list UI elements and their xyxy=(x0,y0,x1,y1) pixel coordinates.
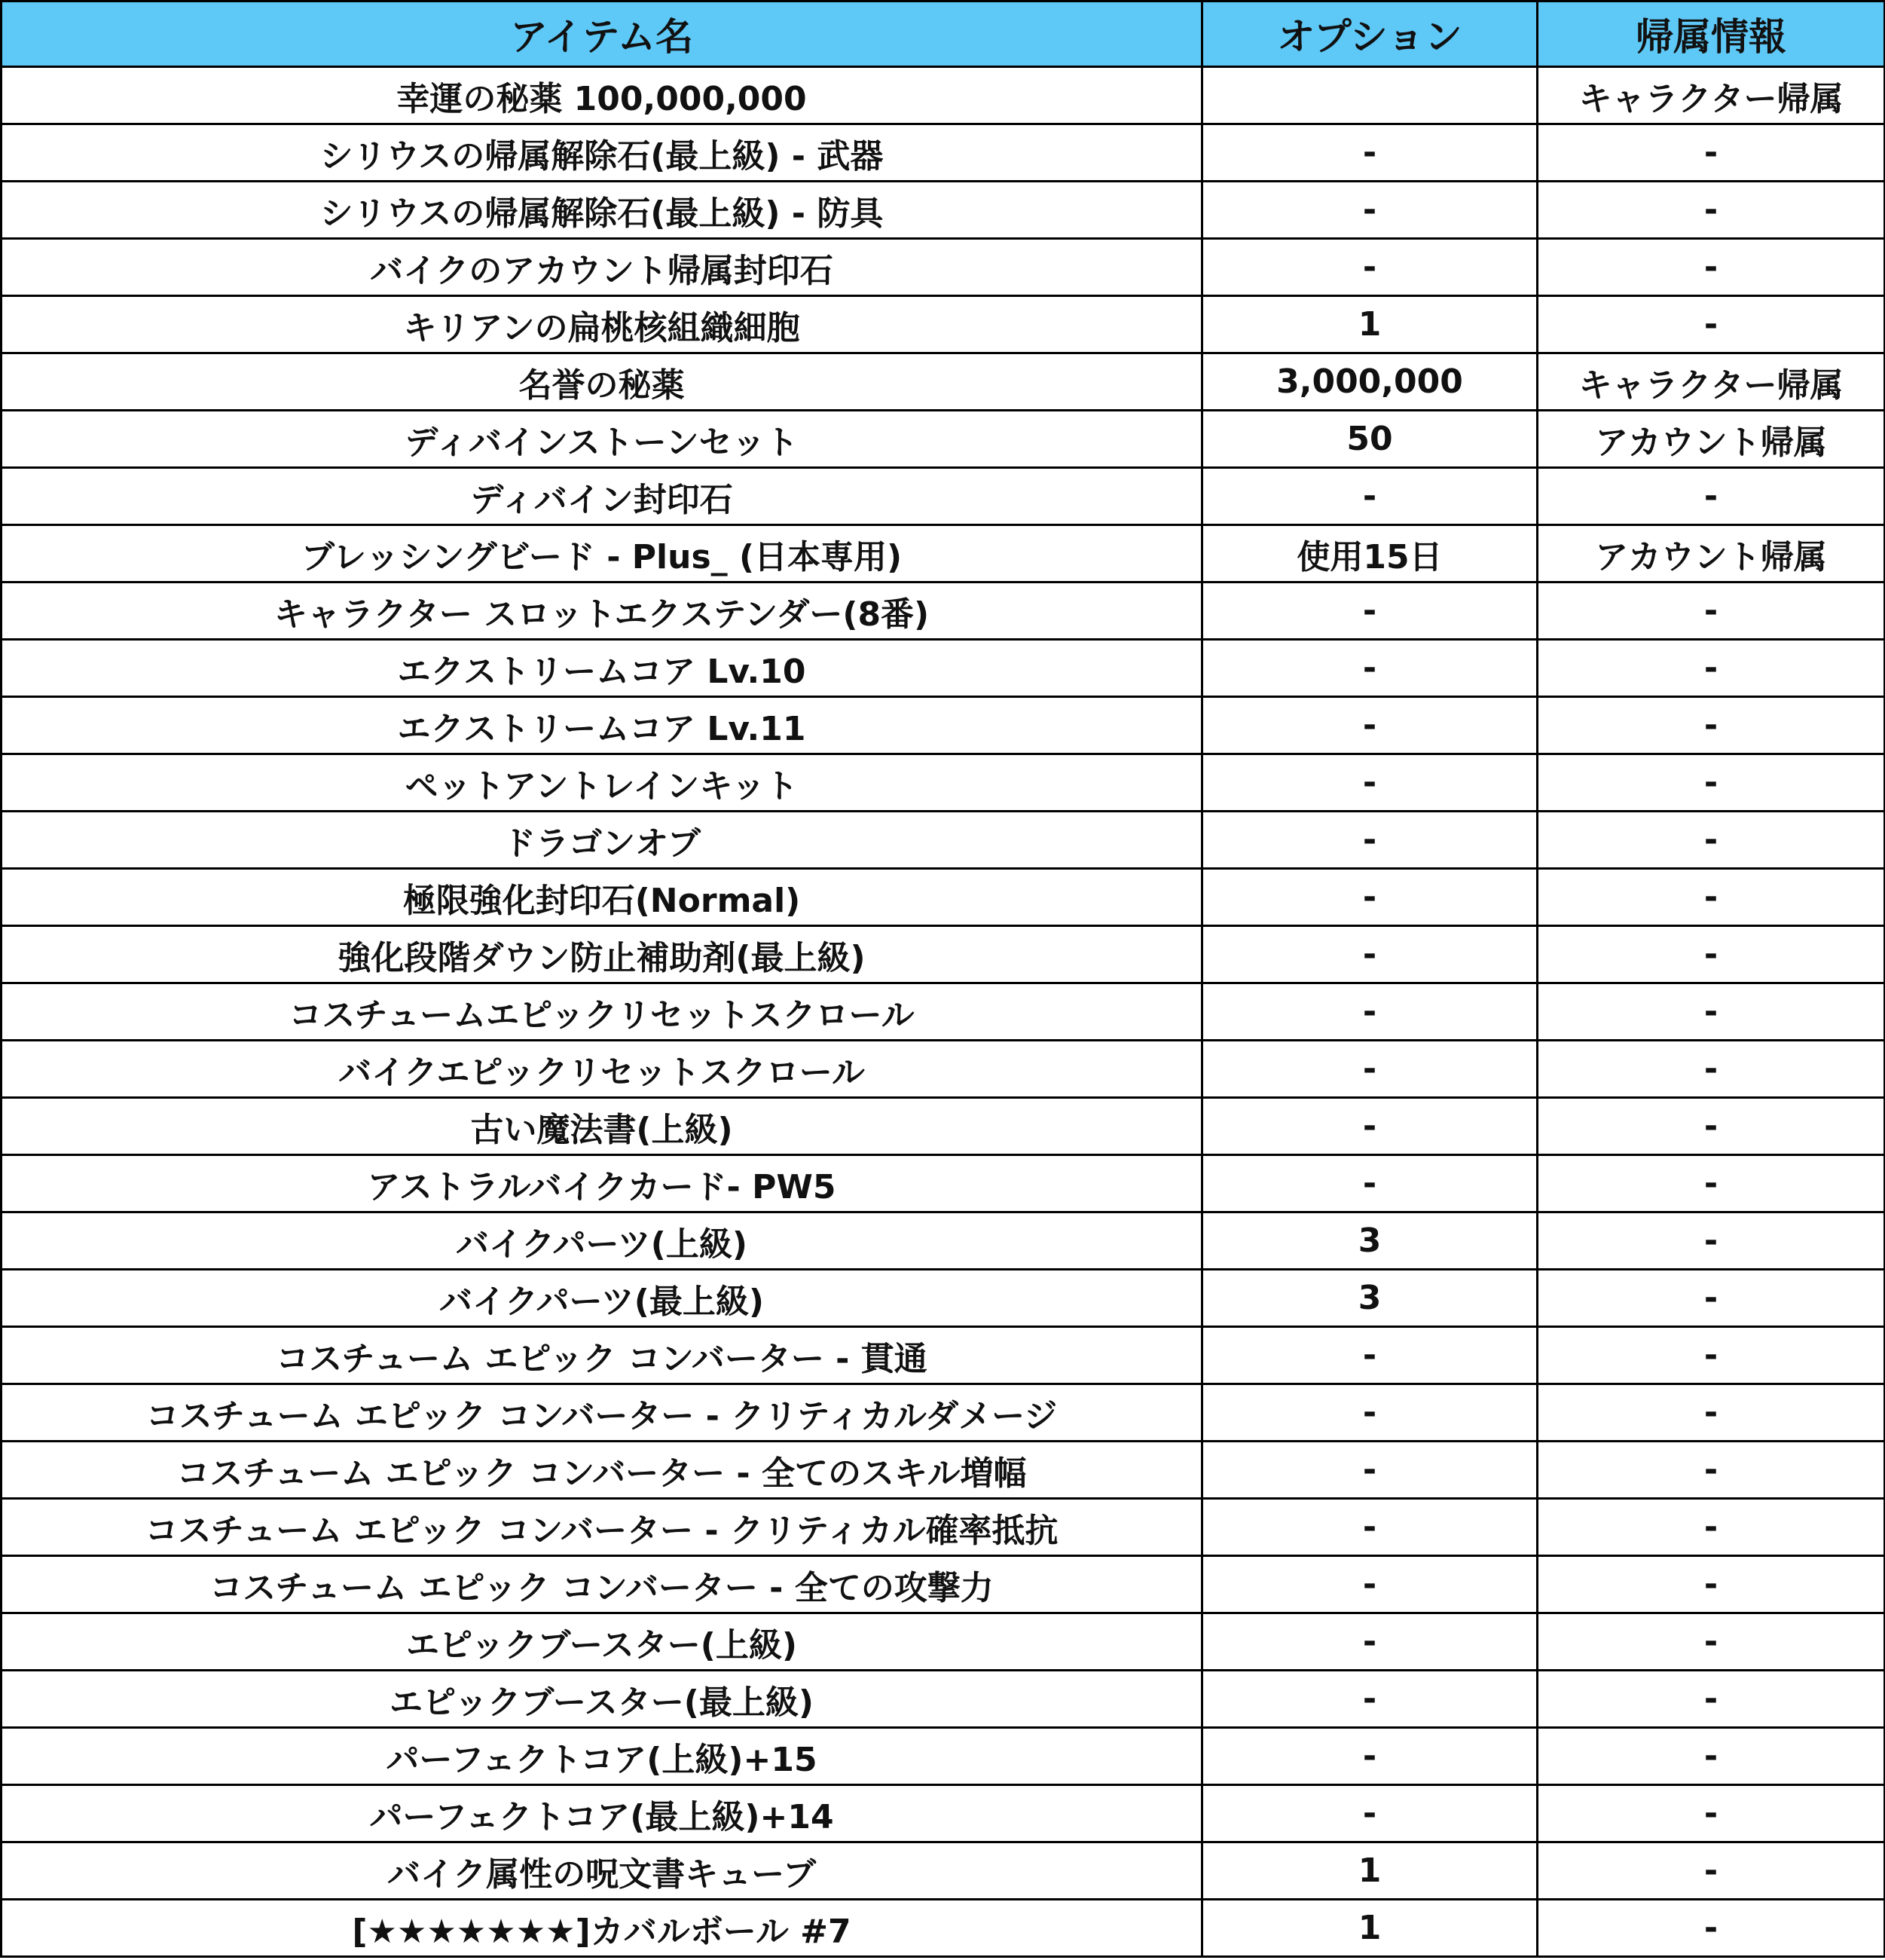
item-name-cell: 強化段階ダウン防止補助剤(最上級) xyxy=(2,926,1202,983)
table-row xyxy=(2,67,1885,124)
option-cell: - xyxy=(1202,869,1538,926)
table-row xyxy=(2,1900,1885,1957)
binding-info-cell: - xyxy=(1538,1671,1885,1728)
table-body xyxy=(2,67,1885,1957)
binding-info-cell: - xyxy=(1538,926,1885,983)
binding-info-cell: キャラクター帰属 xyxy=(1538,67,1885,124)
binding-info-cell: - xyxy=(1538,296,1885,353)
item-name-cell: コスチューム エピック コンバーター - 貫通 xyxy=(2,1327,1202,1384)
table-row xyxy=(2,1212,1885,1270)
binding-info-cell: - xyxy=(1538,182,1885,239)
table-row xyxy=(2,869,1885,926)
item-name-cell: バイクパーツ(上級) xyxy=(2,1212,1202,1270)
option-cell: - xyxy=(1202,1671,1538,1728)
binding-info-cell: - xyxy=(1538,1270,1885,1327)
binding-info-cell: - xyxy=(1538,1499,1885,1556)
binding-info-cell: - xyxy=(1538,582,1885,640)
option-cell: - xyxy=(1202,239,1538,296)
binding-info-cell: - xyxy=(1538,124,1885,182)
item-name-cell: コスチューム エピック コンバーター - 全ての攻撃力 xyxy=(2,1556,1202,1613)
option-cell: - xyxy=(1202,1613,1538,1671)
binding-info-cell: アカウント帰属 xyxy=(1538,525,1885,582)
option-cell: - xyxy=(1202,640,1538,697)
table-row xyxy=(2,926,1885,983)
item-name-cell: ブレッシングビード - Plus_ (日本専用) xyxy=(2,525,1202,582)
option-cell: - xyxy=(1202,468,1538,525)
option-cell: - xyxy=(1202,1728,1538,1785)
binding-info-cell: - xyxy=(1538,1613,1885,1671)
table-row xyxy=(2,812,1885,869)
table-row xyxy=(2,239,1885,296)
binding-info-cell: - xyxy=(1538,812,1885,869)
binding-info-cell: アカウント帰属 xyxy=(1538,411,1885,468)
item-name-cell: コスチュームエピックリセットスクロール xyxy=(2,983,1202,1041)
item-name-cell: キリアンの扁桃核組織細胞 xyxy=(2,296,1202,353)
table-row xyxy=(2,1384,1885,1442)
item-name-cell: コスチューム エピック コンバーター - クリティカル確率抵抗 xyxy=(2,1499,1202,1556)
option-cell: - xyxy=(1202,124,1538,182)
table-row xyxy=(2,1499,1885,1556)
table-row xyxy=(2,582,1885,640)
binding-info-cell: - xyxy=(1538,697,1885,754)
option-cell: - xyxy=(1202,1499,1538,1556)
table-row xyxy=(2,182,1885,239)
option-cell: - xyxy=(1202,983,1538,1041)
option-cell xyxy=(1202,67,1538,124)
binding-info-cell: - xyxy=(1538,1212,1885,1270)
item-name-cell: ディバインストーンセット xyxy=(2,411,1202,468)
binding-info-cell: - xyxy=(1538,1785,1885,1842)
binding-info-cell: - xyxy=(1538,1041,1885,1098)
option-cell: - xyxy=(1202,1556,1538,1613)
item-name-cell: パーフェクトコア(最上級)+14 xyxy=(2,1785,1202,1842)
table-row xyxy=(2,296,1885,353)
table-row xyxy=(2,1671,1885,1728)
item-name-cell: アストラルバイクカード- PW5 xyxy=(2,1155,1202,1212)
item-name-cell: ドラゴンオブ xyxy=(2,812,1202,869)
table-row xyxy=(2,353,1885,411)
table-header xyxy=(2,2,1885,67)
binding-info-cell: - xyxy=(1538,1556,1885,1613)
option-cell: - xyxy=(1202,582,1538,640)
table-row xyxy=(2,640,1885,697)
item-name-cell: ペットアントレインキット xyxy=(2,754,1202,812)
option-cell: 1 xyxy=(1202,1842,1538,1900)
item-name-cell: パーフェクトコア(上級)+15 xyxy=(2,1728,1202,1785)
option-cell: 3,000,000 xyxy=(1202,353,1538,411)
binding-info-cell: - xyxy=(1538,1384,1885,1442)
option-cell: - xyxy=(1202,1041,1538,1098)
option-cell: - xyxy=(1202,1327,1538,1384)
binding-info-cell: - xyxy=(1538,754,1885,812)
option-cell: - xyxy=(1202,182,1538,239)
header-row xyxy=(2,2,1885,67)
item-name-cell: エクストリームコア Lv.11 xyxy=(2,697,1202,754)
item-name-cell: バイク属性の呪文書キューブ xyxy=(2,1842,1202,1900)
option-cell: - xyxy=(1202,1098,1538,1155)
table-row xyxy=(2,1842,1885,1900)
binding-info-cell: - xyxy=(1538,983,1885,1041)
option-cell: - xyxy=(1202,1384,1538,1442)
item-name-cell: バイクパーツ(最上級) xyxy=(2,1270,1202,1327)
item-name-cell: シリウスの帰属解除石(最上級) - 武器 xyxy=(2,124,1202,182)
binding-info-cell: - xyxy=(1538,1327,1885,1384)
binding-info-cell: - xyxy=(1538,1442,1885,1499)
binding-info-cell: - xyxy=(1538,1842,1885,1900)
option-cell: - xyxy=(1202,812,1538,869)
binding-info-cell: - xyxy=(1538,1155,1885,1212)
item-name-cell: コスチューム エピック コンバーター - 全てのスキル増幅 xyxy=(2,1442,1202,1499)
table-row xyxy=(2,468,1885,525)
table-row xyxy=(2,1041,1885,1098)
table-row xyxy=(2,1613,1885,1671)
option-cell: 1 xyxy=(1202,1900,1538,1957)
table-row xyxy=(2,1155,1885,1212)
item-name-cell: バイクエピックリセットスクロール xyxy=(2,1041,1202,1098)
header-binding-info: 帰属情報 xyxy=(1538,2,1885,67)
header-item-name: アイテム名 xyxy=(2,2,1202,67)
header-option: オプション xyxy=(1202,2,1538,67)
item-name-cell: 極限強化封印石(Normal) xyxy=(2,869,1202,926)
table-row xyxy=(2,1442,1885,1499)
table-row xyxy=(2,525,1885,582)
table-row xyxy=(2,1098,1885,1155)
table-row xyxy=(2,983,1885,1041)
option-cell: - xyxy=(1202,697,1538,754)
item-name-cell: シリウスの帰属解除石(最上級) - 防具 xyxy=(2,182,1202,239)
binding-info-cell: - xyxy=(1538,640,1885,697)
option-cell: 使用15日 xyxy=(1202,525,1538,582)
option-cell: - xyxy=(1202,754,1538,812)
item-name-cell: バイクのアカウント帰属封印石 xyxy=(2,239,1202,296)
option-cell: - xyxy=(1202,1785,1538,1842)
option-cell: 3 xyxy=(1202,1212,1538,1270)
binding-info-cell: - xyxy=(1538,239,1885,296)
item-name-cell: キャラクター スロットエクステンダー(8番) xyxy=(2,582,1202,640)
table-row xyxy=(2,1785,1885,1842)
item-name-cell: コスチューム エピック コンバーター - クリティカルダメージ xyxy=(2,1384,1202,1442)
option-cell: - xyxy=(1202,1442,1538,1499)
item-name-cell: エピックブースター(最上級) xyxy=(2,1671,1202,1728)
option-cell: 50 xyxy=(1202,411,1538,468)
table-row xyxy=(2,1728,1885,1785)
table-row xyxy=(2,697,1885,754)
table-row xyxy=(2,124,1885,182)
binding-info-cell: - xyxy=(1538,1098,1885,1155)
binding-info-cell: キャラクター帰属 xyxy=(1538,353,1885,411)
binding-info-cell: - xyxy=(1538,468,1885,525)
binding-info-cell: - xyxy=(1538,1728,1885,1785)
item-name-cell: 幸運の秘薬 100,000,000 xyxy=(2,67,1202,124)
option-cell: 1 xyxy=(1202,296,1538,353)
table-row xyxy=(2,1327,1885,1384)
option-cell: 3 xyxy=(1202,1270,1538,1327)
binding-info-cell: - xyxy=(1538,1900,1885,1957)
option-cell: - xyxy=(1202,1155,1538,1212)
item-name-cell: ディバイン封印石 xyxy=(2,468,1202,525)
item-name-cell: [★★★★★★★]カバルボール #7 xyxy=(2,1900,1202,1957)
table-row xyxy=(2,1270,1885,1327)
table-row xyxy=(2,754,1885,812)
table-row xyxy=(2,411,1885,468)
item-name-cell: エクストリームコア Lv.10 xyxy=(2,640,1202,697)
option-cell: - xyxy=(1202,926,1538,983)
item-name-cell: 名誉の秘薬 xyxy=(2,353,1202,411)
table-row xyxy=(2,1556,1885,1613)
item-name-cell: エピックブースター(上級) xyxy=(2,1613,1202,1671)
item-name-cell: 古い魔法書(上級) xyxy=(2,1098,1202,1155)
binding-info-cell: - xyxy=(1538,869,1885,926)
